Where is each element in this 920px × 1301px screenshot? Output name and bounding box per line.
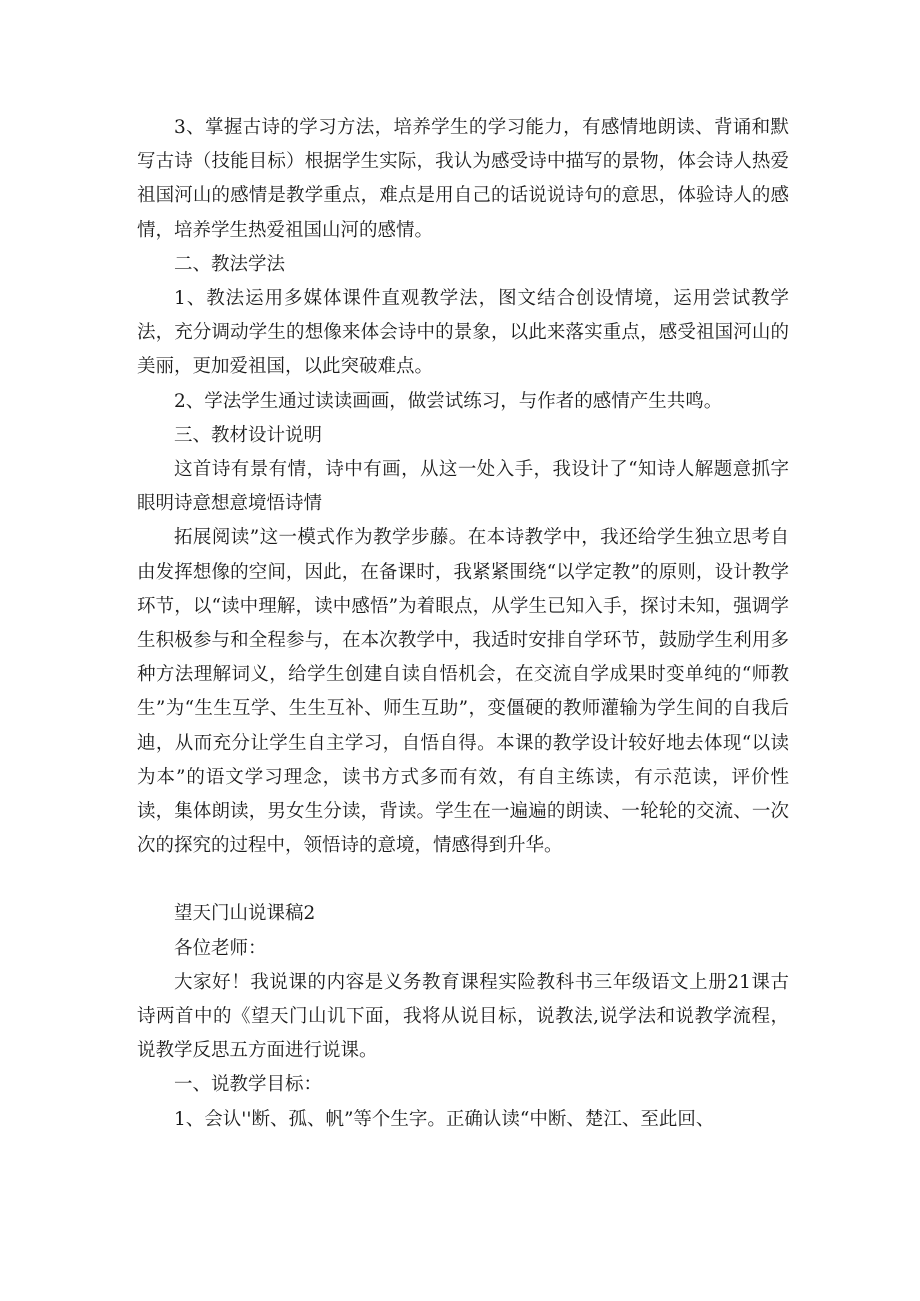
- paragraph-introduction: 大家好！我说课的内容是义务教育课程实险教科书三年级语文上册21课古诗两首中的《望天门山讥下面，我将从说目标，说教法,说学法和说教学流程，说教学反思五方面进行说课。: [137, 971, 789, 1062]
- heading-design-explanation: 三、教材设计说明: [174, 424, 323, 446]
- paragraph-design-intro: 这首诗有景有情，诗中有画，从这一处入手，我设计了“知诗人解题意抓字眼明诗意想意境悟诗情: [137, 459, 789, 515]
- document-body: [137, 111, 789, 1137]
- paragraph-objective-3: 3、掌握古诗的学习方法，培养学生的学习能力，有感情地朗读、背诵和默写古诗（技能目标）根据学生实际，我认为感受诗中描写的景物，体会诗人热爱祖国河山的感情是教学重点，难点是用自己的话说说诗句的意思，体验诗人的感情，培养学生热爱祖国山河的感情。: [137, 117, 789, 241]
- paragraph-teaching-method: 1、教法运用多媒体课件直观教学法，图文结合创设情境，运用尝试教学法，充分调动学生的想像来体会诗中的景象，以此来落实重点，感受祖国河山的美丽，更加爱祖国，以此突破难点。: [137, 288, 789, 378]
- heading-teaching-methods: 二、教法学法: [174, 253, 286, 275]
- section-gap: [137, 863, 789, 897]
- paragraph-design-detail: 拓展阅读”这一模式作为教学步藤。在本诗教学中，我还给学生独立思考自由发挥想像的空间，因此，在备课时，我紧紧围绕“以学定教”的原则，设计教学环节，以“读中理解，读中感悟”为着眼点，从学生已知入手，探讨未知，强调学生积极参与和全程参与，在本次教学中，我适时安排自学环节，鼓励学生利用多种方法理解词义，给学生创建自读自悟机会，在交流自学成果时变单纯的“师教生”为“生生互学、生生互补、师生互助”，变僵硬的教师灌输为学生间的自我后迪，从而充分让学生自主学习，自悟自得。本课的教学设计较好地去体现“以读为本”的语文学习理念，读书方式多而有效，有自主练读，有示范读，评价性读，集体朗读，男女生分读，背读。学生在一遍遍的朗读、一轮轮的交流、一次次的探究的过程中，领悟诗的意境，情感得到升华。: [137, 527, 789, 857]
- heading-teaching-objectives: 一、说教学目标：: [174, 1074, 323, 1096]
- greeting: 各位老师：: [174, 937, 267, 959]
- paragraph-objective-1: 1、会认''断、孤、帆”等个生字。正确认读“中断、楚江、至此回、: [174, 1108, 715, 1130]
- paragraph-learning-method: 2、学法学生通过读读画画，做尝试练习，与作者的感情产生共鸣。: [174, 390, 723, 412]
- section-title: 望天门山说课稿2: [174, 903, 316, 925]
